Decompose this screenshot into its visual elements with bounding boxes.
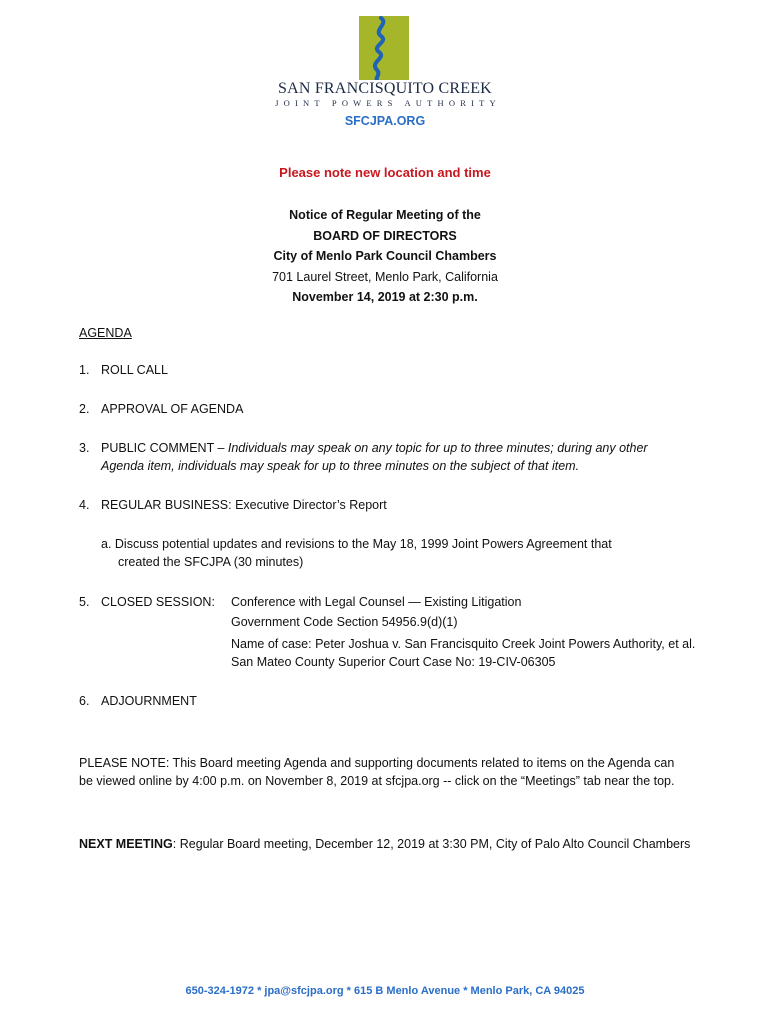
item-number: 6.: [79, 694, 90, 708]
creek-logo-icon: [359, 16, 409, 80]
item-number: 2.: [79, 402, 90, 416]
agenda-heading: AGENDA: [79, 326, 132, 340]
meeting-notice-line: Notice of Regular Meeting of the: [289, 208, 481, 222]
footer-contact: 650-324-1972 * jpa@sfcjpa.org * 615 B Menlo Avenue * Menlo Park, CA 94025: [185, 985, 585, 997]
item-text: [101, 439, 648, 457]
item-label: REGULAR BUSINESS: Executive Director’s Report: [101, 498, 387, 512]
next-meeting-label: NEXT MEETING: [79, 837, 173, 851]
sub-item: a. Discuss potential updates and revisions to the May 18, 1999 Joint Powers Agreement that: [101, 537, 612, 551]
website-link[interactable]: SFCJPA.ORG: [344, 114, 426, 128]
please-note: [79, 754, 674, 790]
item-label: APPROVAL OF AGENDA: [101, 402, 244, 416]
meeting-info: [0, 205, 770, 308]
next-meeting: [79, 835, 690, 853]
closed-session-detail: San Mateo County Superior Court Case No: 19-CIV-06305: [231, 655, 556, 669]
meeting-datetime: November 14, 2019 at 2:30 p.m.: [292, 290, 478, 304]
item-number: 4.: [79, 498, 90, 512]
closed-session-detail: Name of case: Peter Joshua v. San Francisquito Creek Joint Powers Authority, et al.: [231, 637, 696, 651]
item-label: ADJOURNMENT: [101, 694, 197, 708]
river-icon: [359, 16, 409, 80]
board-title: BOARD OF DIRECTORS: [313, 228, 457, 243]
next-meeting-text: : Regular Board meeting, December 12, 2019 at 3:30 PM, City of Palo Alto Council Chambers: [172, 837, 691, 851]
item-description: Individuals may speak on any topic for up to three minutes; during any other: [227, 441, 648, 455]
item-number: 5.: [79, 595, 90, 609]
meeting-venue: City of Menlo Park Council Chambers: [273, 249, 497, 263]
org-subtitle: JOINT POWERS AUTHORITY: [275, 98, 501, 108]
item-description-cont: Agenda item, individuals may speak for up to three minutes on the subject of that item.: [101, 459, 580, 473]
item-label: PUBLIC COMMENT –: [101, 441, 228, 455]
item-label: ROLL CALL: [101, 363, 168, 377]
org-name: SAN FRANCISQUITO CREEK: [278, 80, 492, 97]
closed-session-detail: Conference with Legal Counsel — Existing Litigation: [231, 595, 522, 609]
item-label: CLOSED SESSION:: [101, 595, 215, 609]
sub-item-cont: created the SFCJPA (30 minutes): [118, 555, 304, 569]
location-change-notice: Please note new location and time: [279, 165, 491, 180]
please-note-line: PLEASE NOTE: This Board meeting Agenda and supporting documents related to items on the Agenda can: [79, 756, 675, 770]
item-number: 3.: [79, 441, 90, 455]
meeting-address: 701 Laurel Street, Menlo Park, California: [272, 269, 498, 284]
item-number: 1.: [79, 363, 90, 377]
closed-session-detail: Government Code Section 54956.9(d)(1): [231, 615, 458, 629]
please-note-line: be viewed online by 4:00 p.m. on November 8, 2019 at sfcjpa.org -- click on the “Meetings” tab near the top.: [79, 774, 675, 788]
